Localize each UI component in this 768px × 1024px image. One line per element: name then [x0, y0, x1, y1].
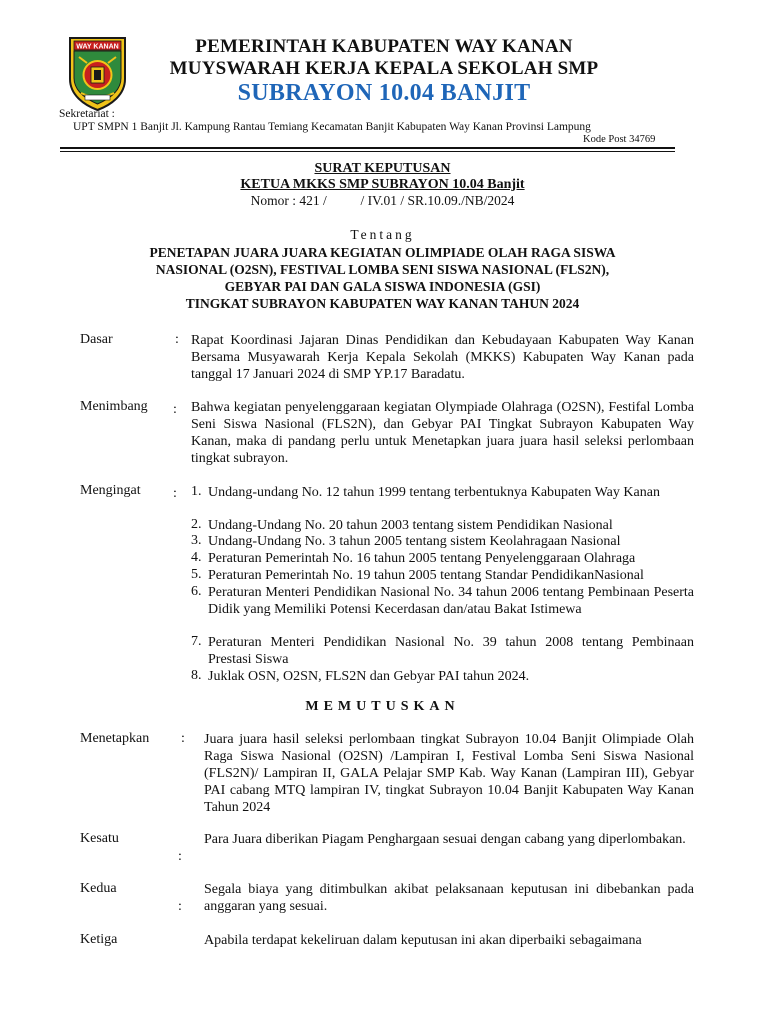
mengingat-item-number: 8. [191, 668, 202, 683]
dasar-label: Dasar [80, 332, 113, 347]
menetapkan-text: Juara juara hasil seleksi perlombaan tingkat Subrayon 10.04 Banjit Olimpiade Olah Raga Siswa Nasional (O2SN) /Lampiran I, Festival Lomba Seni Siswa Nasional (FLS2N)/ Lampiran II, GALA Pelajar SMP Kab. Way Kanan (Lampiran III), Gebyar PAI cabang MTQ lampiran IV, tingkat Subrayon 10.04 Banjit Kabupaten Way Kanan Tahun 2024 [204, 732, 694, 815]
kedua-text: Segala biaya yang ditimbulkan akibat pelaksanaan keputusan ini dibebankan pada anggaran yang sesuai. [204, 882, 694, 914]
tentang-heading: Tentang [350, 227, 415, 242]
mengingat-item-text: Peraturan Pemerintah No. 16 tahun 2005 tentang Penyelenggaraan Olahraga [208, 551, 636, 566]
letterhead-association: MUYSWARAH KERJA KEPALA SEKOLAH SMP [169, 58, 599, 79]
secretariat-label: Sekretariat : [59, 108, 115, 120]
mengingat-item-number: 4. [191, 550, 202, 565]
decree-subtitle: KETUA MKKS SMP SUBRAYON 10.04 Banjit [240, 177, 525, 192]
subject-line: TINGKAT SUBRAYON KABUPATEN WAY KANAN TAHUN 2024 [185, 296, 580, 311]
letterhead-government: PEMERINTAH KABUPATEN WAY KANAN [195, 36, 573, 57]
letterhead-divider-thin [60, 151, 675, 152]
kedua-label: Kedua [80, 881, 117, 896]
letterhead-subrayon: SUBRAYON 10.04 BANJIT [237, 80, 531, 106]
subject-line: NASIONAL (O2SN), FESTIVAL LOMBA SENI SISWA NASIONAL (FLS2N), [155, 262, 610, 277]
mengingat-item-text: Peraturan Pemerintah No. 19 tahun 2005 tentang Standar PendidikanNasional [208, 568, 644, 583]
ketiga-label: Ketiga [80, 932, 118, 947]
menetapkan-colon: : [181, 731, 185, 746]
ketiga-text: Apabila terdapat kekeliruan dalam keputusan ini akan diperbaiki sebagaimana [204, 933, 642, 948]
mengingat-item-number: 6. [191, 584, 202, 599]
subject-line: PENETAPAN JUARA JUARA KEGIATAN OLIMPIADE OLAH RAGA SISWA [149, 245, 616, 260]
secretariat-address: UPT SMPN 1 Banjit Jl. Kampung Rantau Temiang Kecamatan Banjit Kabupaten Way Kanan Provinsi Lampung [73, 121, 591, 133]
postcode: Kode Post 34769 [583, 134, 656, 145]
dasar-text: Rapat Koordinasi Jajaran Dinas Pendidikan dan Kebudayaan Kabupaten Way Kanan Bersama Musyawarah Kerja Kepala Sekolah (MKKS) Kabupaten Way Kanan pada tanggal 17 Januari 2024 di SMP YP.17 Baradatu. [191, 333, 694, 382]
menimbang-colon: : [173, 402, 177, 417]
decree-title: SURAT KEPUTUSAN [314, 161, 451, 176]
kesatu-label: Kesatu [80, 831, 119, 846]
mengingat-item-text: Undang-Undang No. 20 tahun 2003 tentang sistem Pendidikan Nasional [208, 518, 613, 533]
dasar-colon: : [175, 332, 179, 347]
kesatu-colon: : [178, 849, 182, 864]
menimbang-text: Bahwa kegiatan penyelenggaraan kegiatan Olympiade Olahraga (O2SN), Festifal Lomba Seni Siswa Nasional (FLS2N), dan Gebyar PAI Tingkat Subrayon Kabupaten Way Kanan, maka di pandang perlu untuk Menetapkan juara juara hasil seleksi perlombaan tingkat subrayon. [191, 400, 694, 466]
mengingat-item-number: 1. [191, 484, 202, 499]
mengingat-item-text: Peraturan Menteri Pendidikan Nasional No. 34 tahun 2006 tentang Pembinaan Peserta Didik yang Memiliki Potensi Kecerdasan dan/atau Bakat Istimewa [208, 585, 694, 617]
mengingat-item-text: Undang-Undang No. 3 tahun 2005 tentang sistem Keolahragaan Nasional [208, 534, 621, 549]
kesatu-text: Para Juara diberikan Piagam Penghargaan sesuai dengan cabang yang diperlombakan. [204, 832, 686, 847]
memutuskan-heading: MEMUTUSKAN [305, 699, 460, 714]
logo-caption: WAY KANAN [76, 43, 119, 51]
mengingat-item-number: 2. [191, 517, 202, 532]
mengingat-item-text: Juklak OSN, O2SN, FLS2N dan Gebyar PAI tahun 2024. [208, 669, 530, 684]
mengingat-item-number: 3. [191, 533, 202, 548]
mengingat-item-number: 7. [191, 634, 202, 649]
letterhead-divider-thick [60, 147, 675, 149]
menimbang-label: Menimbang [80, 399, 148, 414]
mengingat-item-text: Undang-undang No. 12 tahun 1999 tentang terbentuknya Kabupaten Way Kanan [208, 485, 660, 500]
mengingat-colon: : [173, 486, 177, 501]
subject-line: GEBYAR PAI DAN GALA SISWA INDONESIA (GSI) [224, 279, 541, 294]
menetapkan-label: Menetapkan [80, 731, 150, 746]
way-kanan-emblem-logo [67, 35, 128, 112]
mengingat-item-text: Peraturan Menteri Pendidikan Nasional No. 39 tahun 2008 tentang Pembinaan Prestasi Siswa [208, 635, 694, 667]
mengingat-item-number: 5. [191, 567, 202, 582]
mengingat-label: Mengingat [80, 483, 141, 498]
decree-number: Nomor : 421 / / IV.01 / SR.10.09./NB/2024 [250, 193, 515, 208]
kedua-colon: : [178, 899, 182, 914]
